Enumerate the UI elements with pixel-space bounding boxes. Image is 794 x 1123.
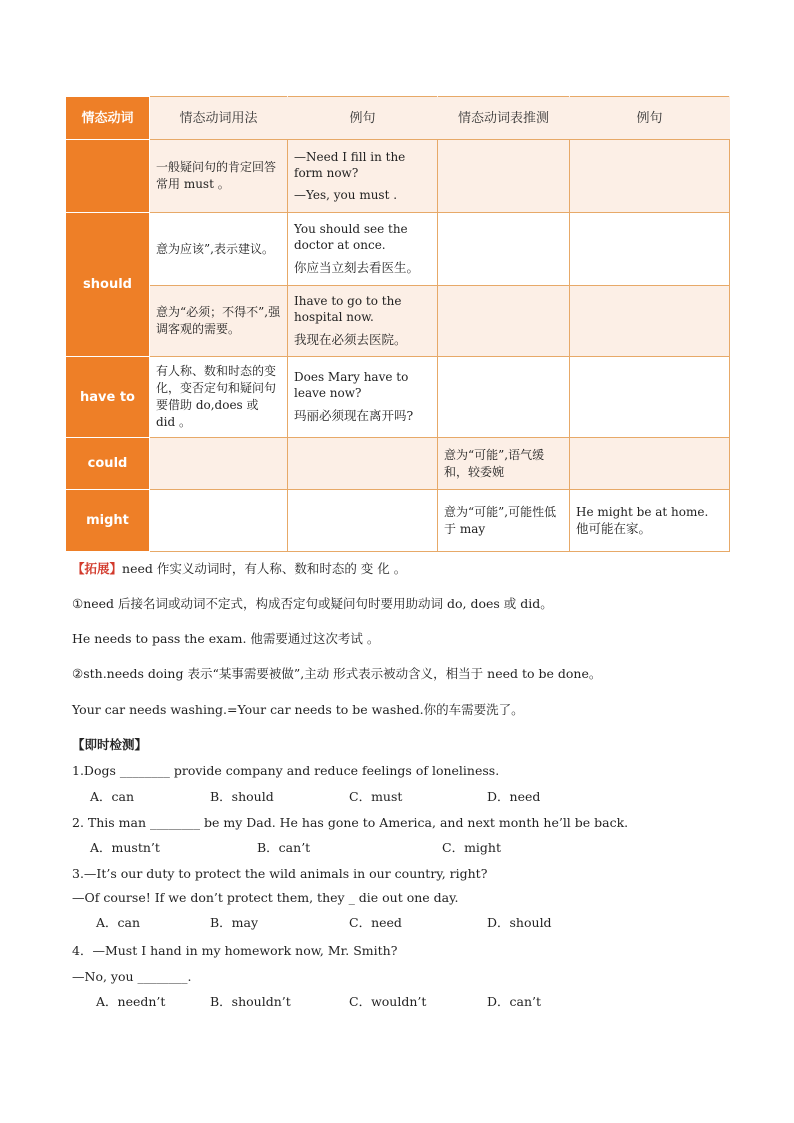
option-b[interactable]: B．should <box>210 789 274 804</box>
example-english: Ihave to go to the hospital now. <box>294 294 402 324</box>
question-3-stem-2: —Of course! If we don’t protect them, they _ die out one day. <box>72 890 459 905</box>
example-cell <box>570 490 730 552</box>
example-chinese: 玛丽必须现在离开吗? <box>294 408 414 423</box>
example-chinese: 他可能在家。 <box>576 520 652 536</box>
usage-cell: 一般疑问句的肯定回答常用 must 。 <box>150 140 288 213</box>
option-a[interactable]: A．can <box>96 915 141 930</box>
empty-cell <box>150 438 288 490</box>
header-inference: 情态动词表推测 <box>438 97 570 140</box>
question-4-stem-1: 4．—Must I hand in my homework now, Mr. Smith? <box>72 943 398 958</box>
header-modal-verb: 情态动词 <box>66 97 150 140</box>
verb-could: could <box>66 438 150 490</box>
empty-cell <box>570 213 730 286</box>
extension-example-1: He needs to pass the exam. 他需要通过这次考试 。 <box>72 631 380 646</box>
option-b[interactable]: B．can’t <box>257 840 311 855</box>
option-d[interactable]: D．can’t <box>487 994 542 1009</box>
empty-cell <box>570 140 730 213</box>
empty-cell <box>570 438 730 490</box>
option-b[interactable]: B．shouldn’t <box>210 994 291 1009</box>
table-row <box>66 286 730 357</box>
empty-cell <box>150 490 288 552</box>
example-english: He might be at home. <box>576 504 709 519</box>
extension-point-2: ②sth.needs doing 表示“某事需要被做”,主动 形式表示被动含义，相当于 need to be done。 <box>72 666 602 681</box>
verb-might: might <box>66 490 150 552</box>
empty-cell <box>438 213 570 286</box>
modal-verbs-table <box>65 96 730 552</box>
verb-have-to: have to <box>66 357 150 438</box>
example-answer: —Yes, you must . <box>294 188 398 202</box>
example-question: —Need I fill in the form now? <box>294 150 406 180</box>
example-cell <box>288 213 438 286</box>
empty-verb-cell <box>66 140 150 213</box>
empty-cell <box>288 490 438 552</box>
example-chinese: 你应当立刻去看医生。 <box>294 260 420 275</box>
empty-cell <box>570 286 730 357</box>
example-cell <box>288 286 438 357</box>
empty-cell <box>438 140 570 213</box>
option-c[interactable]: C．must <box>349 789 403 804</box>
table-row <box>66 357 730 438</box>
option-c[interactable]: C．wouldn’t <box>349 994 427 1009</box>
extension-point-1: ①need 后接名词或动词不定式，构成否定句或疑问句时要用助动词 do, does 或 did。 <box>72 596 553 611</box>
header-usage: 情态动词用法 <box>150 97 288 140</box>
empty-cell <box>438 286 570 357</box>
example-chinese: 我现在必须去医院。 <box>294 332 407 347</box>
table-row <box>66 438 730 490</box>
empty-cell <box>570 357 730 438</box>
empty-cell <box>288 438 438 490</box>
table-header-row <box>66 97 730 140</box>
usage-cell: 意为应该”,表示建议。 <box>150 213 288 286</box>
table-row <box>66 490 730 552</box>
usage-cell: 意为“必须；不得不”,强调客观的需要。 <box>150 286 288 357</box>
header-example-2: 例句 <box>570 97 730 140</box>
question-2-stem: 2. This man ________ be my Dad. He has gone to America, and next month he’ll be back. <box>72 815 629 830</box>
example-english: You should see the doctor at once. <box>294 222 408 252</box>
extension-tag: 【拓展】 <box>72 561 123 576</box>
option-c[interactable]: C．need <box>349 915 402 930</box>
empty-cell <box>438 357 570 438</box>
example-cell <box>288 140 438 213</box>
option-a[interactable]: A．can <box>90 789 135 804</box>
table-row <box>66 213 730 286</box>
option-a[interactable]: A．mustn’t <box>90 840 160 855</box>
extension-text: need 作实义动词时，有人称、数和时态的 变 化 。 <box>122 561 407 576</box>
option-a[interactable]: A．needn’t <box>96 994 166 1009</box>
inference-cell: 意为“可能”,可能性低于 may <box>438 490 570 552</box>
question-4-stem-2: —No, you ________. <box>72 969 192 984</box>
example-cell <box>288 357 438 438</box>
extension-example-2: Your car needs washing.=Your car needs to be washed.你的车需要洗了。 <box>72 702 524 717</box>
question-3-stem-1: 3.—It’s our duty to protect the wild animals in our country, right? <box>72 866 488 881</box>
option-c[interactable]: C．might <box>442 840 501 855</box>
verb-should: should <box>66 213 150 357</box>
table-row <box>66 140 730 213</box>
option-b[interactable]: B．may <box>210 915 259 930</box>
example-english: Does Mary have to leave now? <box>294 370 409 400</box>
usage-cell: 有人称、数和时态的变化，变否定句和疑问句 要借助 do,does 或 did 。 <box>150 357 288 438</box>
quiz-title: 【即时检测】 <box>72 737 148 752</box>
option-d[interactable]: D．need <box>487 789 541 804</box>
inference-cell: 意为“可能”,语气缓和，较委婉 <box>438 438 570 490</box>
header-example: 例句 <box>288 97 438 140</box>
option-d[interactable]: D．should <box>487 915 552 930</box>
question-1-stem: 1.Dogs ________ provide company and reduce feelings of loneliness. <box>72 763 500 778</box>
extension-intro <box>72 560 752 578</box>
